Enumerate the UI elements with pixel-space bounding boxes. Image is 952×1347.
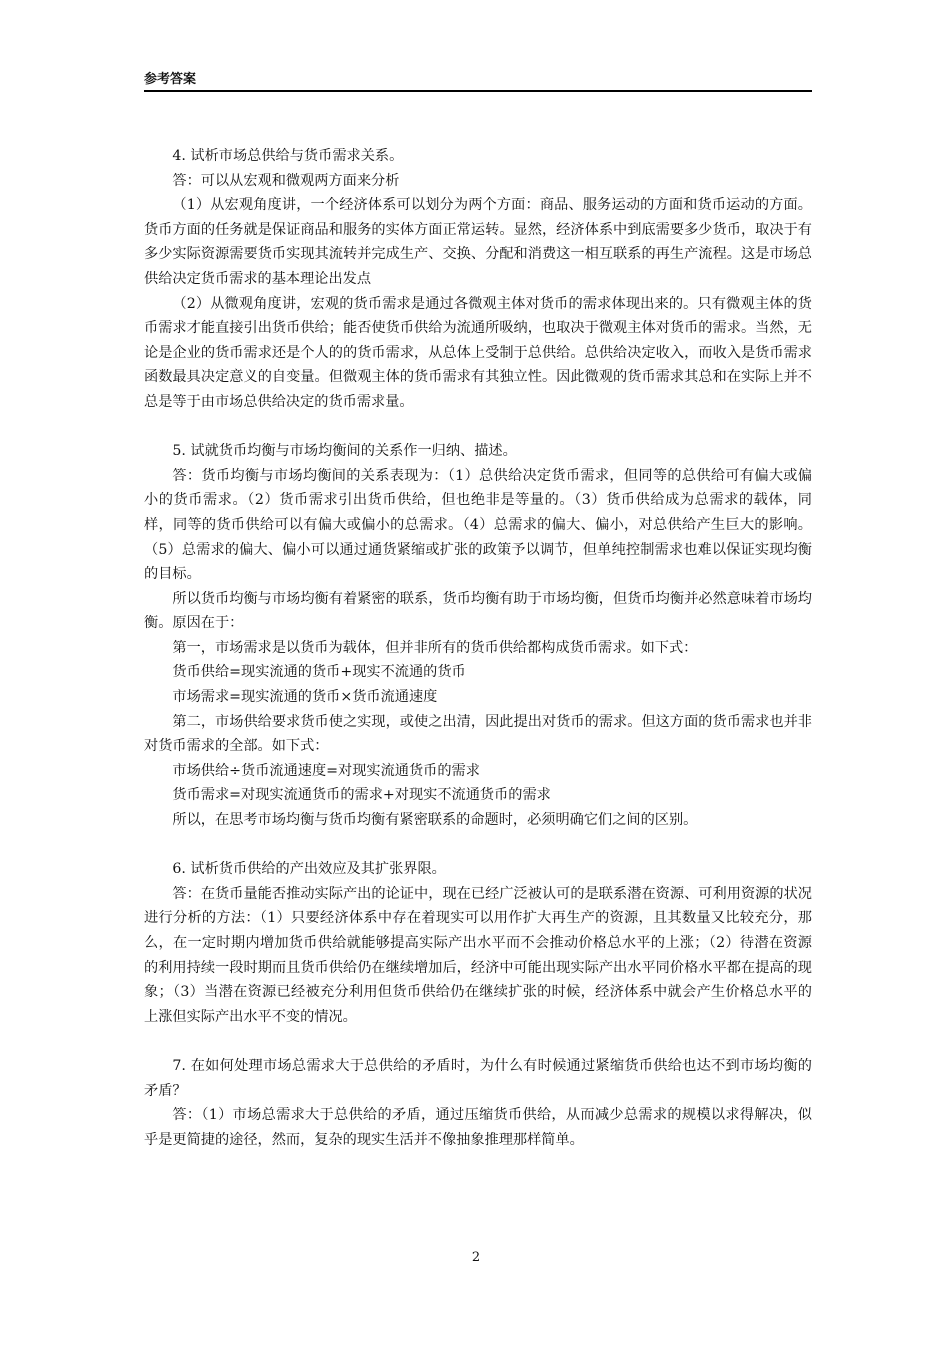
answer-4-micro: （2）从微观角度讲，宏观的货币需求是通过各微观主体对货币的需求体现出来的。只有微观主体的货币需求才能直接引出货币供给；能否使货币供给为流通所吸纳，也取决于微观主体对货币的需求。当然，无论是企业的货币需求还是个人的的货币需求，从总体上受制于总供给。总供给决定收入，而收入是货币需求函数最具决定意义的自变量。但微观主体的货币需求有其独立性。因此微观的货币需求其总和在实际上并不总是等于由市场总供给决定的货币需求量。 <box>144 295 812 410</box>
answer-5-relations: 答：货币均衡与市场均衡间的关系表现为：（1）总供给决定货币需求，但同等的总供给可有偏大或偏小的货币需求。（2）货币需求引出货币供给，但也绝非是等量的。（3）货币供给成为总需求的载体，同样，同等的货币供给可以有偏大或偏小的总需求。（4）总需求的偏大、偏小，对总供给产生巨大的影响。（5）总需求的偏大、偏小可以通过通货紧缩或扩张的政策予以调节，但单纯控制需求也难以保证实现均衡的目标。 <box>144 467 812 583</box>
question-5: 5. 试就货币均衡与市场均衡间的关系作一归纳、描述。 <box>172 443 517 460</box>
answer-5-second: 第二，市场供给要求货币使之实现，或使之出清，因此提出对货币的需求。但这方面的货币需求也并非对货币需求的全部。如下式： <box>144 713 812 755</box>
section-gap <box>144 415 812 440</box>
section-gap <box>144 833 812 858</box>
answer-5-conclusion: 所以货币均衡与市场均衡有着紧密的联系，货币均衡有助于市场均衡，但货币均衡并必然意味着市场均衡。原因在于： <box>144 590 812 632</box>
header-title: 参考答案 <box>144 72 197 87</box>
answer-5-summary: 所以，在思考市场均衡与货币均衡有紧密联系的命题时，必须明确它们之间的区别。 <box>172 812 698 829</box>
header-rule <box>144 90 812 92</box>
question-4: 4. 试析市场总供给与货币需求关系。 <box>172 148 404 164</box>
page-content <box>144 144 812 1152</box>
page-header <box>144 72 812 92</box>
answer-5-first: 第一，市场需求是以货币为载体，但并非所有的货币供给都构成货币需求。如下式： <box>172 639 698 656</box>
formula-money-supply: 货币供给=现实流通的货币+现实不流通的货币 <box>172 664 466 681</box>
page-number: 2 <box>471 1250 481 1265</box>
answer-4-macro: （1）从宏观角度讲，一个经济体系可以划分为两个方面：商品、服务运动的方面和货币运动的方面。货币方面的任务就是保证商品和服务的实体方面正常运转。显然，经济体系中到底需要多少货币，取决于有多少实际资源需要货币实现其流转并完成生产、交换、分配和消费这一相互联系的再生产流程。这是市场总供给决定货币需求的基本理论出发点 <box>144 197 812 287</box>
formula-market-supply: 市场供给÷货币流通速度=对现实流通货币的需求 <box>172 762 480 779</box>
answer-6: 答：在货币量能否推动实际产出的论证中，现在已经广泛被认可的是联系潜在资源、可利用资源的状况进行分析的方法：（1）只要经济体系中存在着现实可以用作扩大再生产的资源，且其数量又比较充分，那么，在一定时期内增加货币供给就能够提高实际产出水平而不会推动价格总水平的上涨；（2）待潜在资源的利用持续一段时期而且货币供给仍在继续增加后，经济中可能出现实际产出水平同价格水平都在提高的现象；（3）当潜在资源已经被充分利用但货币供给仍在继续扩张的时候，经济体系中就会产生价格总水平的上涨但实际产出水平不变的情况。 <box>144 885 812 1025</box>
formula-market-demand: 市场需求=现实流通的货币×货币流通速度 <box>172 689 438 706</box>
question-7: 7. 在如何处理市场总需求大于总供给的矛盾时，为什么有时候通过紧缩货币供给也达不到市场均衡的矛盾？ <box>144 1057 812 1099</box>
question-6: 6. 试析货币供给的产出效应及其扩张界限。 <box>172 861 446 878</box>
section-gap <box>144 1029 812 1054</box>
answer-7: 答：（1）市场总需求大于总供给的矛盾，通过压缩货币供给，从而减少总需求的规模以求得解决，似乎是更简捷的途径，然而，复杂的现实生活并不像抽象推理那样简单。 <box>144 1107 812 1148</box>
formula-money-demand: 货币需求=对现实流通货币的需求+对现实不流通货币的需求 <box>172 787 551 804</box>
answer-4-intro: 答：可以从宏观和微观两方面来分析 <box>172 172 400 189</box>
